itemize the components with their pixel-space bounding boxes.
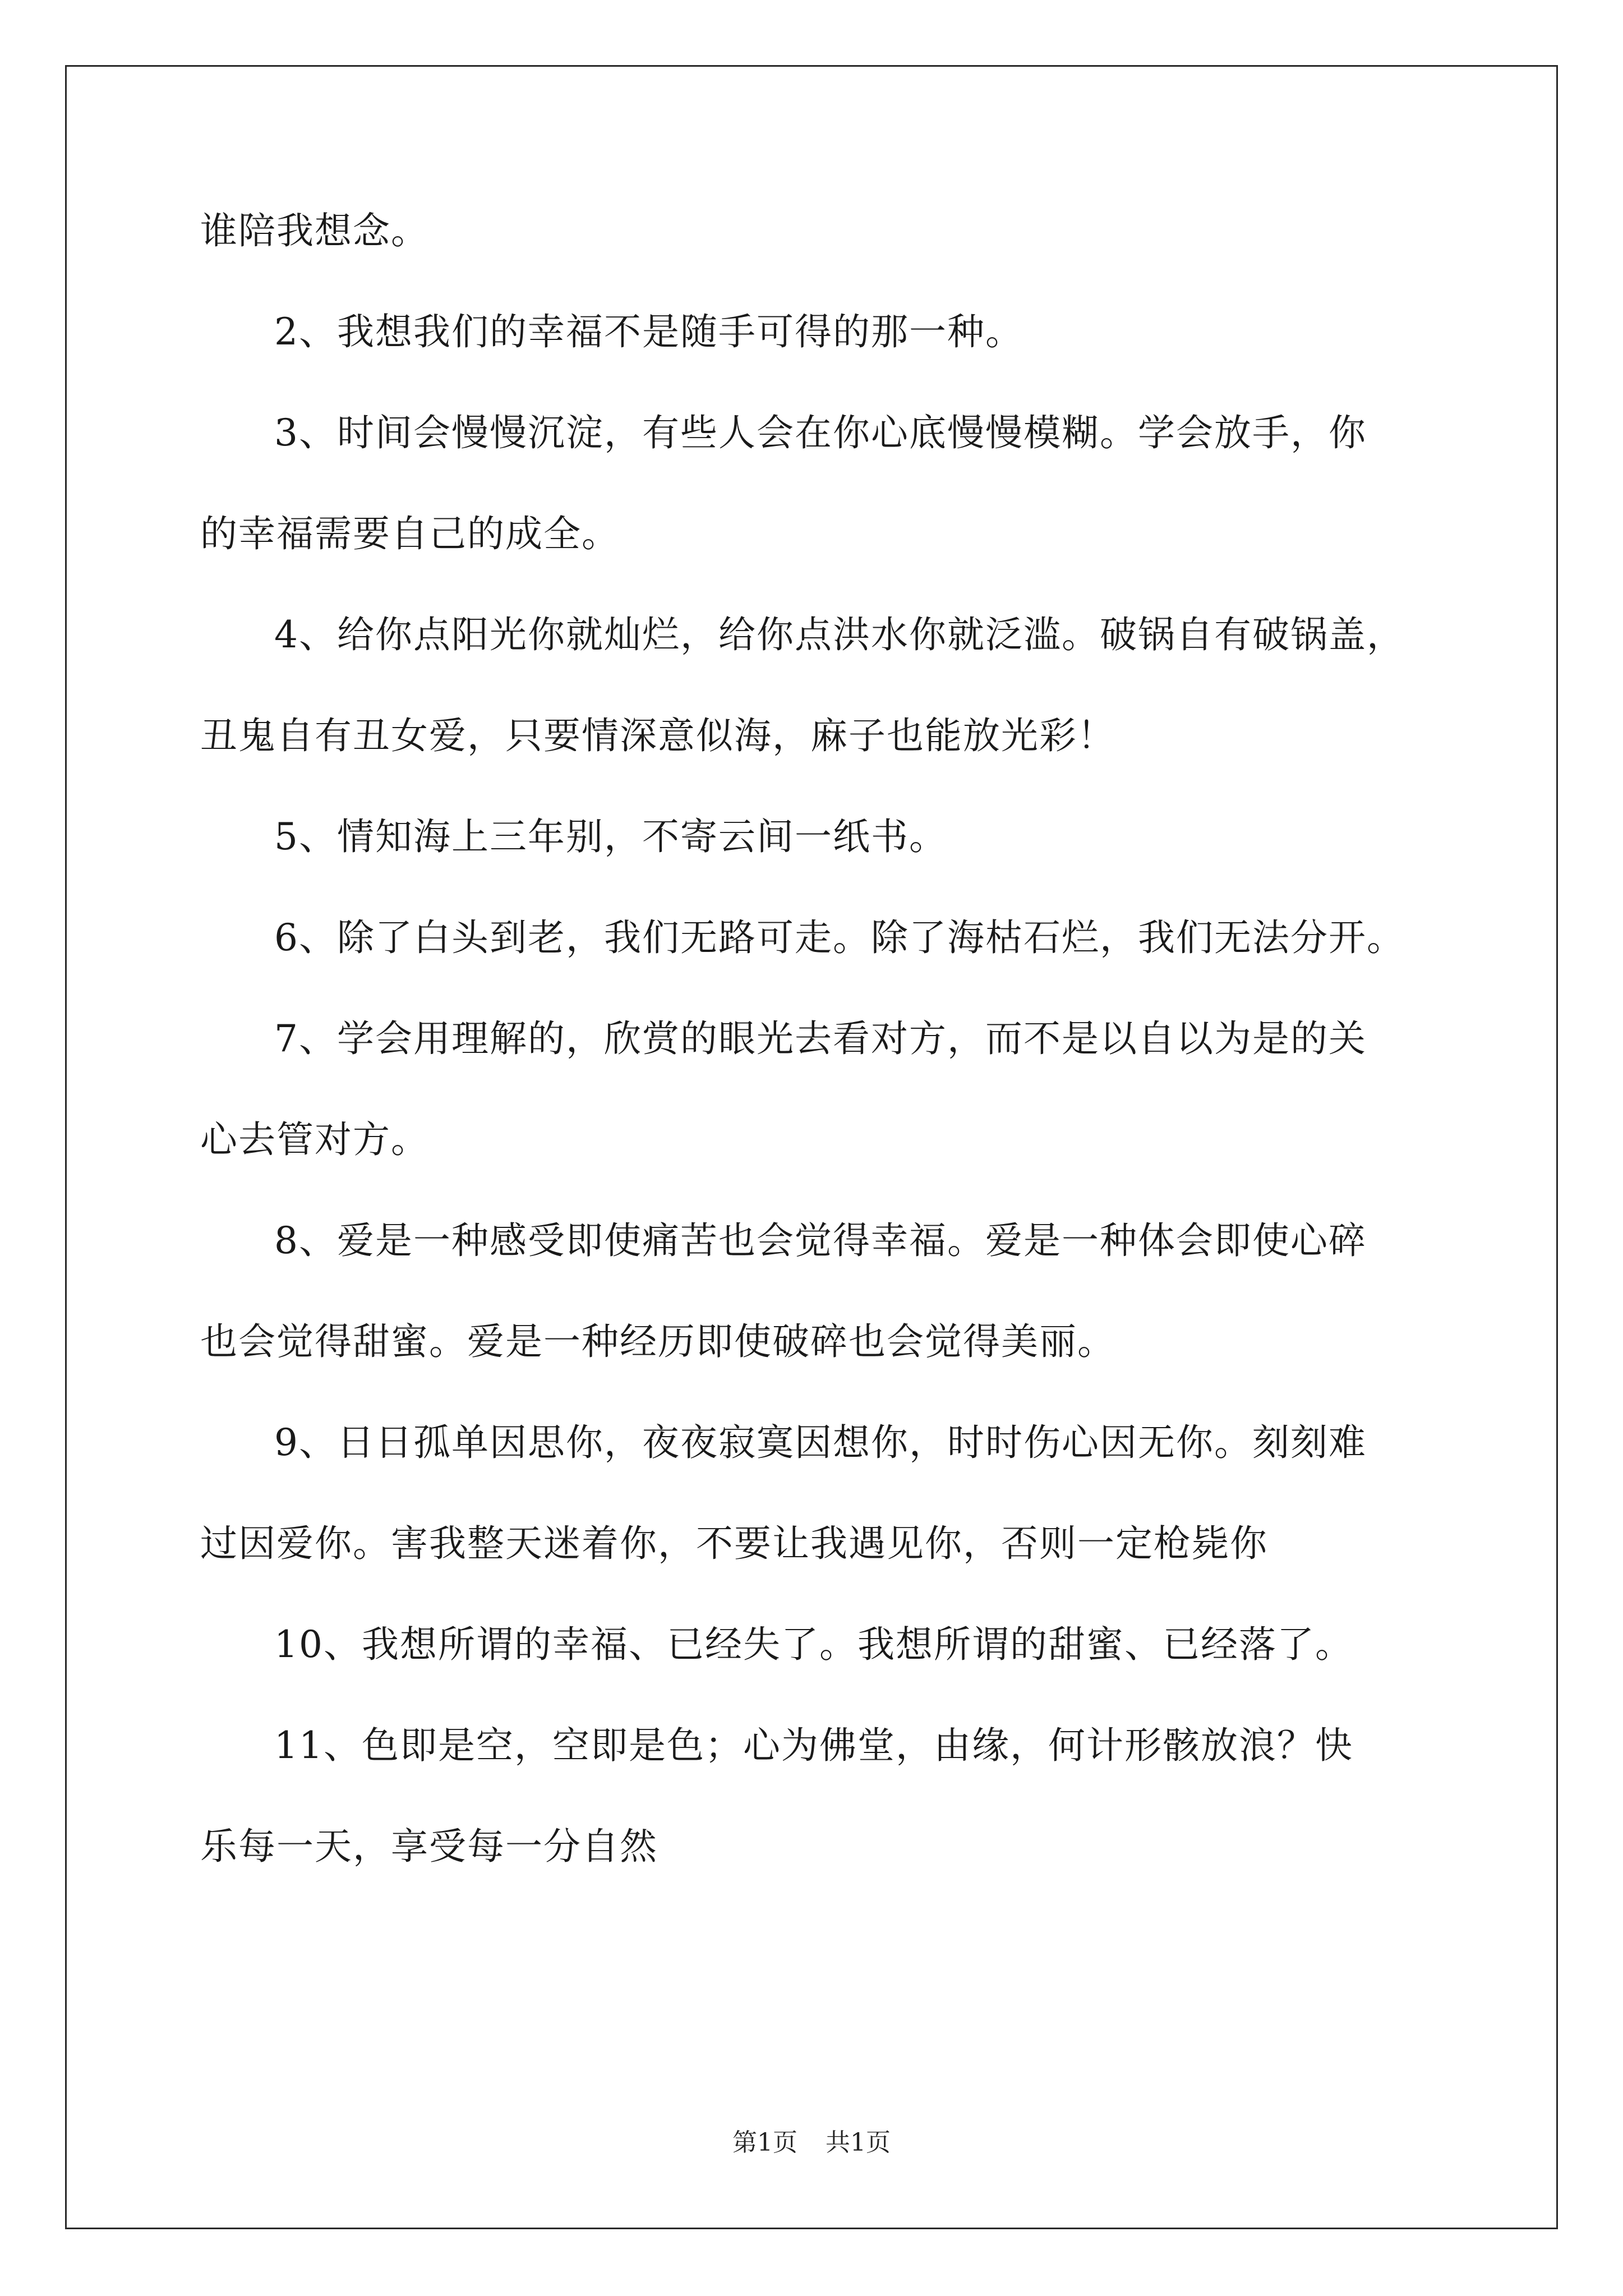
text-line: 4、给你点阳光你就灿烂，给你点洪水你就泛滥。破锅自有破锅盖， xyxy=(274,613,1405,656)
text-line: 7、学会用理解的，欣赏的眼光去看对方，而不是以自以为是的关 xyxy=(274,1017,1367,1060)
total-pages: 共1页 xyxy=(826,2128,891,2157)
text-line: 丑鬼自有丑女爱，只要情深意似海，麻子也能放光彩！ xyxy=(200,714,1115,757)
text-line: 过因爱你。害我整天迷着你，不要让我遇见你，否则一定枪毙你 xyxy=(200,1522,1268,1565)
text-line: 2、我想我们的幸福不是随手可得的那一种。 xyxy=(274,310,1023,353)
text-line: 11、色即是空，空即是色；心为佛堂，由缘，何计形骸放浪？快 xyxy=(274,1724,1353,1767)
text-line: 6、除了白头到老，我们无路可走。除了海枯石烂，我们无法分开。 xyxy=(274,916,1405,959)
text-line: 3、时间会慢慢沉淀，有些人会在你心底慢慢模糊。学会放手，你 xyxy=(274,411,1367,454)
text-line: 10、我想所谓的幸福、已经失了。我想所谓的甜蜜、已经落了。 xyxy=(274,1623,1353,1666)
text-line: 5、情知海上三年别，不寄云间一纸书。 xyxy=(274,815,947,858)
text-line: 8、爱是一种感受即使痛苦也会觉得幸福。爱是一种体会即使心碎 xyxy=(274,1219,1367,1262)
text-line: 9、日日孤单因思你，夜夜寂寞因想你，时时伤心因无你。刻刻难 xyxy=(274,1421,1367,1464)
page-footer xyxy=(0,2126,1623,2160)
text-line: 谁陪我想念。 xyxy=(200,209,429,252)
page-number: 第1页 xyxy=(732,2128,797,2157)
text-line: 乐每一天，享受每一分自然 xyxy=(200,1825,658,1868)
text-line: 心去管对方。 xyxy=(200,1118,429,1161)
text-line: 的幸福需要自己的成全。 xyxy=(200,512,620,555)
text-line: 也会觉得甜蜜。爱是一种经历即使破碎也会觉得美丽。 xyxy=(200,1320,1115,1363)
